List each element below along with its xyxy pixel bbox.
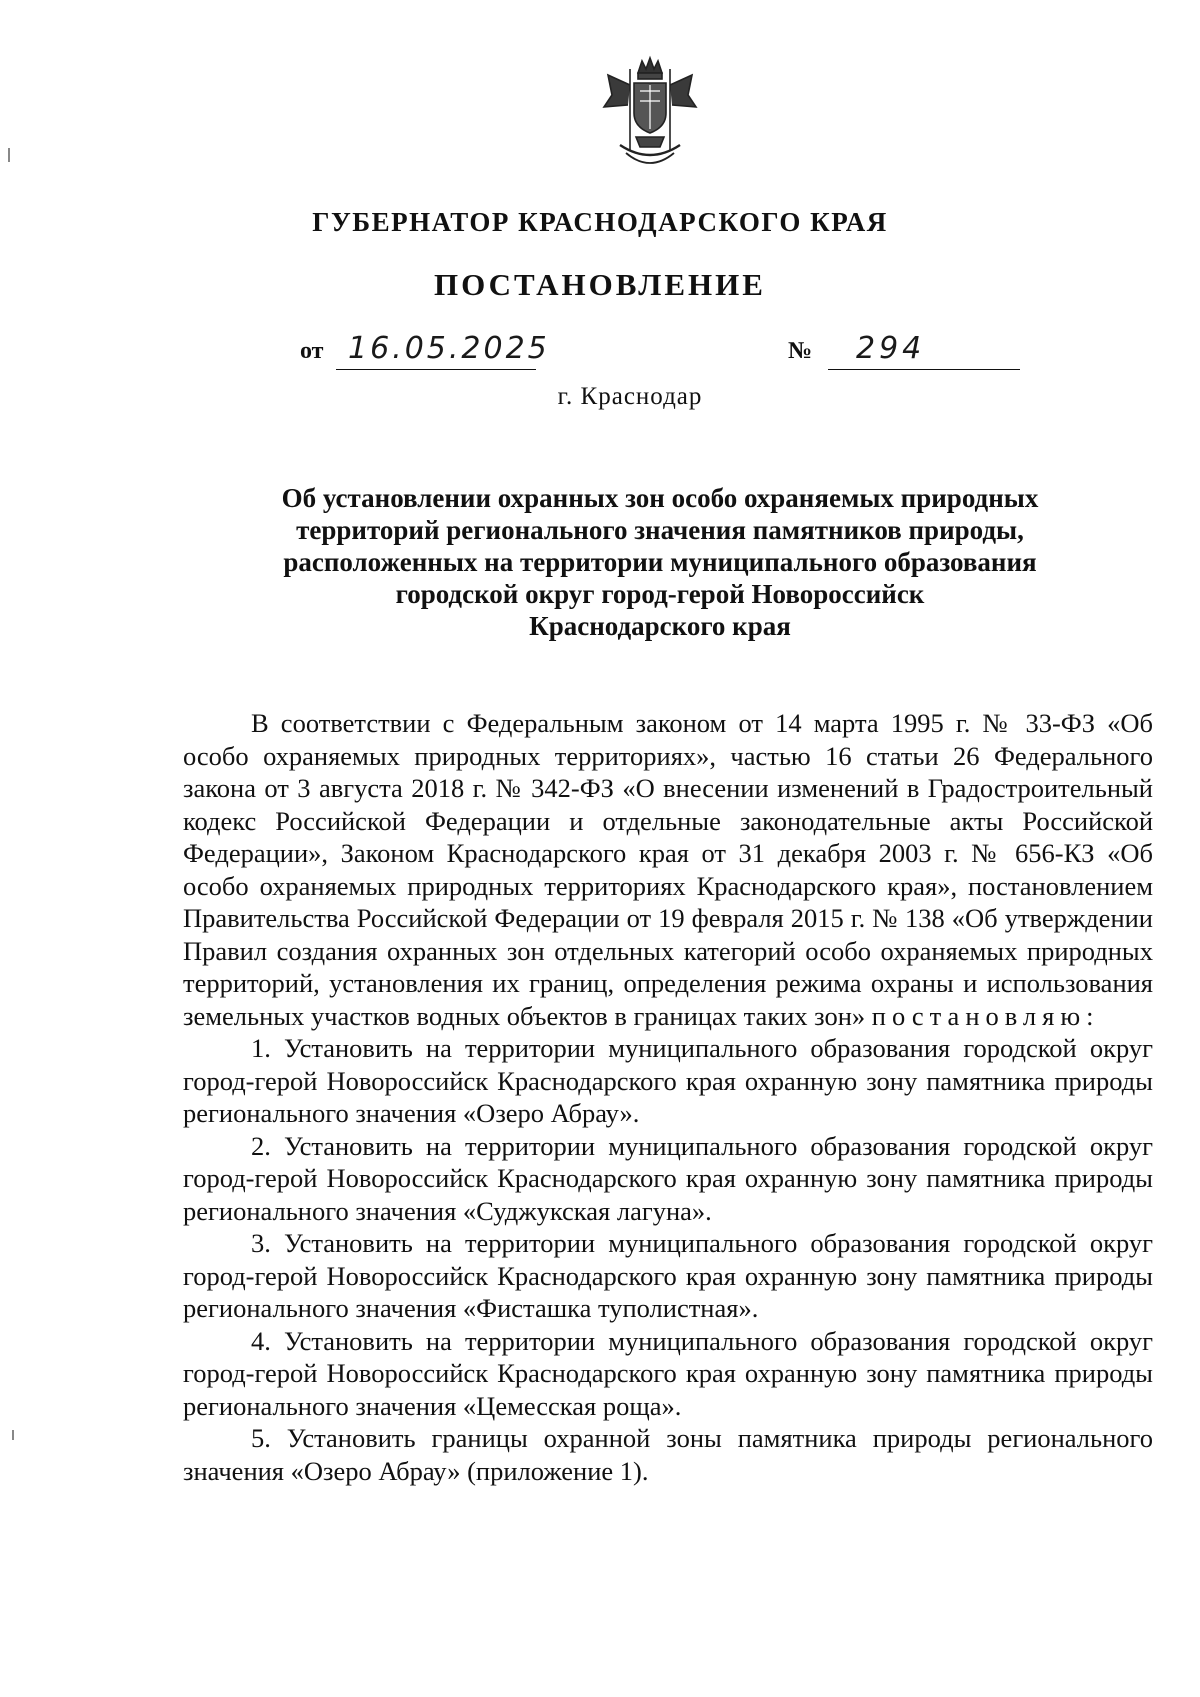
number-label: № xyxy=(788,338,813,364)
decree-item: 2. Установить на территории муниципального образования городской округ город-герой Новороссийск Краснодарского края охранную зону памятника природы регионального значения «Суджукская лагуна». xyxy=(183,1130,1153,1226)
issue-city: г. Краснодар xyxy=(557,383,703,410)
date-number-line xyxy=(300,333,1020,373)
decree-item: 3. Установить на территории муниципального образования городской округ город-герой Новороссийск Краснодарского края охранную зону памятника природы регионального значения «Фисташка туполистная». xyxy=(183,1228,1153,1323)
document-body xyxy=(183,707,1153,1487)
title-line: Об установлении охранных зон особо охраняемых природных xyxy=(281,483,1039,513)
title-line: территорий регионального значения памятников природы, xyxy=(296,515,1024,545)
decree-item: 4. Установить на территории муниципального образования городской округ город-герой Новороссийск Краснодарского края охранную зону памятника природы регионального значения «Цемесская роща». xyxy=(183,1325,1153,1421)
decree-item: 5. Установить границы охранной зоны памятника природы регионального значения «Озеро Абрау» (приложение 1). xyxy=(183,1423,1153,1486)
date-underline xyxy=(336,369,536,370)
preamble-text: В соответствии с Федеральным законом от 14 марта 1995 г. № 33-ФЗ «Об особо охраняемых природных территориях», частью 16 статьи 26 Федерального закона от 3 августа 2018 г. № 342-ФЗ «О внесении изменений в Градостроительный кодекс Российской Федерации и отдельные законодательные акты Российской Федерации», Законом Краснодарского края от 31 декабря 2003 г. № 656-КЗ «Об особо охраняемых природных территориях Краснодарского края», постановлением Правительства Российской Федерации от 19 февраля 2015 г. № 138 «Об утверждении Правил создания охранных зон отдельных категорий особо охраняемых природных территорий, установления их границ, определения режима охраны и использования земельных участков водных объектов в границах таких зон» xyxy=(183,708,1153,1031)
coat-of-arms-icon xyxy=(600,55,700,180)
preamble-paragraph xyxy=(183,707,1153,1032)
number-underline xyxy=(828,369,1020,370)
date-label: от xyxy=(300,338,324,364)
issuing-authority: ГУБЕРНАТОР КРАСНОДАРСКОГО КРАЯ xyxy=(312,207,888,237)
document-number: 294 xyxy=(856,331,926,366)
title-line: расположенных на территории муниципального образования xyxy=(283,547,1037,577)
title-line: Краснодарского края xyxy=(529,611,791,641)
document-type: ПОСТАНОВЛЕНИЕ xyxy=(434,267,766,302)
scan-mark xyxy=(12,1430,14,1440)
scan-mark xyxy=(8,148,10,162)
document-date: 16.05.2025 xyxy=(348,331,550,366)
document-title xyxy=(240,482,1080,642)
title-line: городской округ город-герой Новороссийск xyxy=(395,579,925,609)
decree-word: постановляю: xyxy=(871,1000,1100,1031)
decree-item: 1. Установить на территории муниципального образования городской округ город-герой Новороссийск Краснодарского края охранную зону памятника природы регионального значения «Озеро Абрау». xyxy=(183,1033,1153,1128)
